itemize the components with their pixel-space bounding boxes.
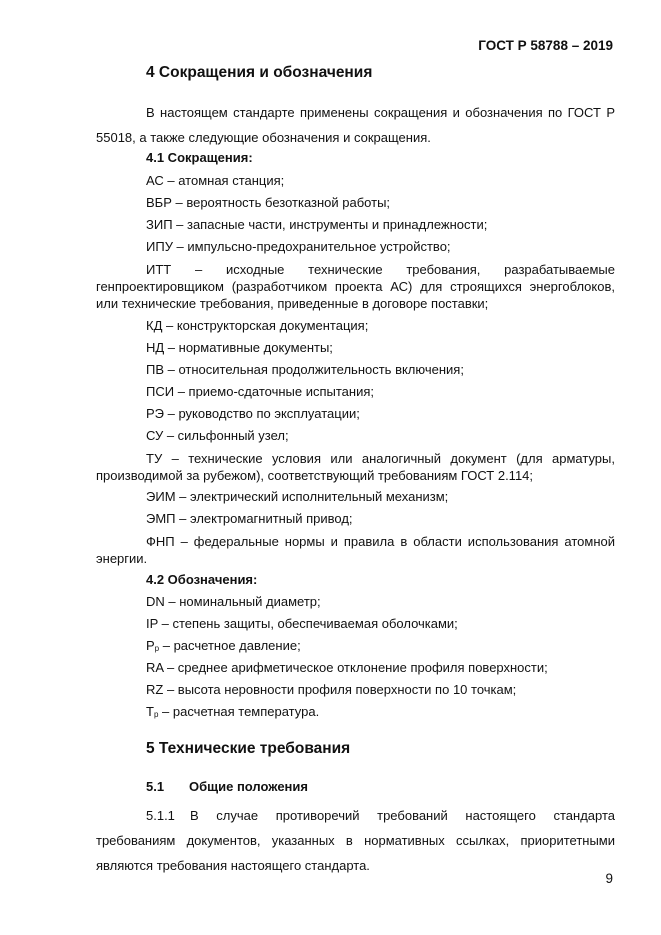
abbr-nd: НД – нормативные документы; (146, 340, 333, 355)
sym-pp-text: – расчетное давление; (159, 638, 301, 653)
sym-tp-text: – расчетная температура. (158, 704, 320, 719)
paragraph-5-1-1-number: 5.1.1 (146, 808, 175, 823)
section-4-intro: В настоящем стандарте применены сокращения и обозначения по ГОСТ Р 55018, а также следующие обозначения и сокращения. (96, 105, 615, 145)
subsection-5-1-number: 5.1 (146, 779, 165, 794)
paragraph-5-1-1-text: В случае противоречий требований настоящего стандарта требованиям документов, указанных в нормативных ссылках, приоритетными являются требования настоящего стандарта. (96, 808, 615, 873)
sym-dn: DN – номинальный диаметр; (146, 594, 321, 609)
sym-pp-symbol: P (146, 638, 155, 653)
section-5-title: 5 Технические требования (146, 740, 351, 757)
sym-ip: IP – степень защиты, обеспечиваемая оболочками; (146, 616, 458, 631)
page-number: 9 (605, 871, 613, 886)
abbr-eim: ЭИМ – электрический исполнительный механизм; (146, 489, 449, 504)
abbr-as: АС – атомная станция; (146, 173, 285, 188)
sym-tp-subscript: р (153, 710, 159, 719)
document-code: ГОСТ Р 58788 – 2019 (478, 38, 613, 53)
sym-pp-subscript: р (154, 644, 160, 653)
section-4-title: 4 Сокращения и обозначения (146, 64, 373, 81)
abbr-vbr: ВБР – вероятность безотказной работы; (146, 195, 391, 210)
abbr-fnp: ФНП – федеральные нормы и правила в области использования атомной энергии. (96, 534, 615, 566)
abbr-zip: ЗИП – запасные части, инструменты и принадлежности; (146, 217, 488, 232)
subsection-4-1-title: 4.1 Сокращения: (146, 150, 253, 165)
abbr-tu: ТУ – технические условия или аналогичный документ (для арматуры, производимой за рубежом), соответствующий требованиям ГОСТ 2.114; (96, 451, 615, 483)
abbr-itt: ИТТ – исходные технические требования, разрабатываемые генпроектировщиком (разработчиком проекта АС) для строящихся энергоблоков, или технические требования, приведенные в договоре поставки; (96, 262, 615, 311)
abbr-psi: ПСИ – приемо-сдаточные испытания; (146, 384, 374, 399)
abbr-emp: ЭМП – электромагнитный привод; (146, 511, 353, 526)
subsection-4-2-title: 4.2 Обозначения: (146, 572, 258, 587)
sym-tp-symbol: T (146, 704, 154, 719)
sym-rz: RZ – высота неровности профиля поверхности по 10 точкам; (146, 682, 517, 697)
sym-ra: RA – среднее арифметическое отклонение профиля поверхности; (146, 660, 548, 675)
abbr-ipu: ИПУ – импульсно-предохранительное устройство; (146, 239, 451, 254)
subsection-5-1-title: Общие положения (189, 779, 308, 794)
abbr-re: РЭ – руководство по эксплуатации; (146, 406, 360, 421)
abbr-su: СУ – сильфонный узел; (146, 428, 289, 443)
abbr-pv: ПВ – относительная продолжительность включения; (146, 362, 464, 377)
sym-tp (146, 704, 319, 719)
abbr-kd: КД – конструкторская документация; (146, 318, 369, 333)
sym-pp (146, 638, 301, 653)
paragraph-5-1-1 (96, 803, 615, 878)
